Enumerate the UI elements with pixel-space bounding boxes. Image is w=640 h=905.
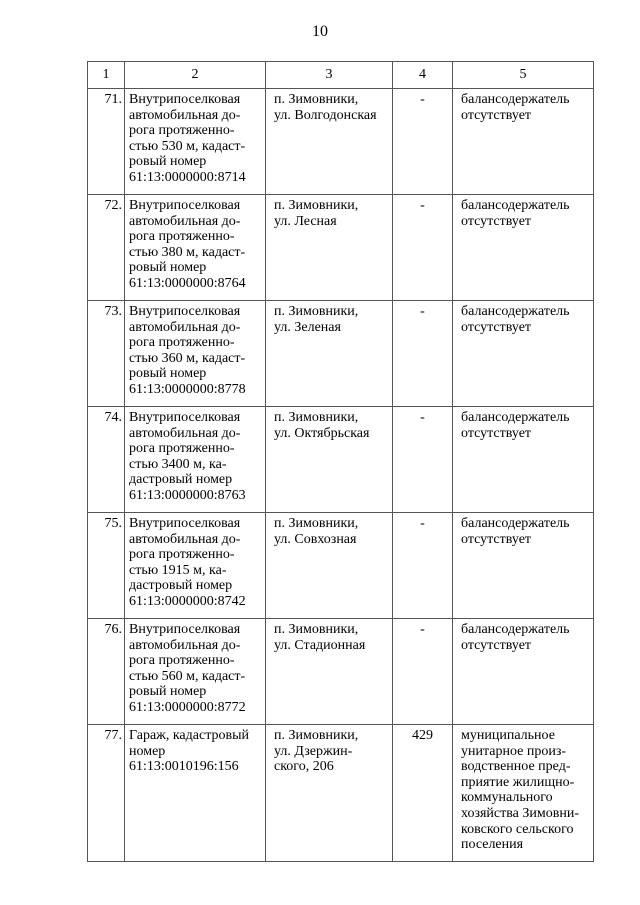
address-line: п. Зимовники,	[274, 304, 359, 319]
row-number-cell: 77.	[88, 725, 125, 862]
object-name-line: 61:13:0000000:8772	[129, 699, 246, 715]
address-line: ул. Совхозная	[274, 531, 357, 547]
balance-holder-line: отсутствует	[461, 319, 532, 335]
object-name-cell	[125, 513, 266, 619]
address-line: п. Зимовники,	[274, 92, 359, 107]
object-name-line: рога протяженно-	[129, 547, 235, 563]
address-line: ского, 206	[274, 759, 334, 775]
balance-holder-line: балансодержатель	[461, 410, 570, 425]
table-row	[88, 407, 594, 513]
balance-holder-line: балансодержатель	[461, 198, 570, 213]
balance-holder-line: водственное пред-	[461, 759, 571, 775]
address-cell	[266, 513, 393, 619]
address-line: ул. Октябрьская	[274, 425, 370, 441]
address-line: ул. Стадионная	[274, 637, 366, 653]
object-name-line: ровый номер	[129, 684, 207, 700]
balance-holder-cell	[453, 725, 594, 862]
object-name-line: дастровый номер	[129, 578, 233, 594]
object-name-cell	[125, 89, 266, 195]
header-cell-5: 5	[453, 62, 594, 89]
table-row	[88, 513, 594, 619]
address-line: ул. Зеленая	[274, 319, 341, 335]
balance-holder-line: поселения	[461, 837, 524, 853]
object-name-line: стью 560 м, кадаст-	[129, 668, 246, 684]
balance-holder-line: отсутствует	[461, 425, 532, 441]
address-cell	[266, 407, 393, 513]
table-row	[88, 195, 594, 301]
header-cell-1: 1	[88, 62, 125, 89]
area-cell: -	[393, 407, 453, 513]
object-name-line: ровый номер	[129, 154, 207, 170]
area-cell: -	[393, 513, 453, 619]
balance-holder-line: балансодержатель	[461, 622, 570, 637]
table-header-row	[88, 62, 594, 89]
table-row	[88, 89, 594, 195]
address-line: ул. Волгодонская	[274, 107, 377, 123]
object-name-line: рога протяженно-	[129, 123, 235, 139]
balance-holder-line: унитарное произ-	[461, 743, 567, 759]
object-name-line: автомобильная до-	[129, 319, 241, 335]
area-cell: -	[393, 195, 453, 301]
object-name-line: рога протяженно-	[129, 229, 235, 245]
row-number-cell: 72.	[88, 195, 125, 301]
object-name-cell	[125, 301, 266, 407]
area-cell: -	[393, 89, 453, 195]
object-name-line: Внутрипоселковая	[129, 410, 241, 425]
object-name-line: 61:13:0000000:8714	[129, 169, 246, 185]
address-cell	[266, 195, 393, 301]
address-line: п. Зимовники,	[274, 410, 359, 425]
table-row	[88, 725, 594, 862]
object-name-line: рога протяженно-	[129, 335, 235, 351]
property-registry-table	[87, 61, 594, 862]
object-name-line: Внутрипоселковая	[129, 304, 241, 319]
row-number-cell: 74.	[88, 407, 125, 513]
area-cell: -	[393, 619, 453, 725]
object-name-line: Внутрипоселковая	[129, 198, 241, 213]
object-name-cell	[125, 195, 266, 301]
object-name-line: 61:13:0000000:8778	[129, 381, 246, 397]
balance-holder-line: ковского сельского	[461, 821, 574, 837]
object-name-line: стью 3400 м, ка-	[129, 456, 227, 472]
balance-holder-line: отсутствует	[461, 107, 532, 123]
object-name-line: Гараж, кадастровый	[129, 728, 249, 743]
balance-holder-line: коммунального	[461, 790, 553, 806]
area-cell: 429	[393, 725, 453, 862]
table-row	[88, 301, 594, 407]
address-cell	[266, 725, 393, 862]
address-cell	[266, 89, 393, 195]
object-name-line: дастровый номер	[129, 472, 233, 488]
balance-holder-line: балансодержатель	[461, 304, 570, 319]
object-name-line: стью 530 м, кадаст-	[129, 138, 246, 154]
object-name-line: стью 360 м, кадаст-	[129, 350, 246, 366]
balance-holder-line: отсутствует	[461, 213, 532, 229]
balance-holder-cell	[453, 195, 594, 301]
balance-holder-line: приятие жилищно-	[461, 774, 575, 790]
header-cell-4: 4	[393, 62, 453, 89]
row-number-cell: 71.	[88, 89, 125, 195]
page-number: 10	[312, 23, 328, 40]
area-cell: -	[393, 301, 453, 407]
object-name-line: рога протяженно-	[129, 441, 235, 457]
object-name-line: автомобильная до-	[129, 425, 241, 441]
balance-holder-cell	[453, 89, 594, 195]
balance-holder-line: муниципальное	[461, 728, 555, 743]
header-cell-2: 2	[125, 62, 266, 89]
balance-holder-line: отсутствует	[461, 531, 532, 547]
table-row	[88, 619, 594, 725]
balance-holder-cell	[453, 513, 594, 619]
address-cell	[266, 619, 393, 725]
object-name-line: рога протяженно-	[129, 653, 235, 669]
balance-holder-cell	[453, 407, 594, 513]
balance-holder-cell	[453, 301, 594, 407]
address-line: ул. Лесная	[274, 213, 337, 229]
object-name-line: Внутрипоселковая	[129, 92, 241, 107]
object-name-cell	[125, 725, 266, 862]
object-name-line: 61:13:0000000:8742	[129, 593, 246, 609]
object-name-line: стью 1915 м, ка-	[129, 562, 227, 578]
object-name-line: Внутрипоселковая	[129, 622, 241, 637]
balance-holder-cell	[453, 619, 594, 725]
address-line: п. Зимовники,	[274, 516, 359, 531]
object-name-line: стью 380 м, кадаст-	[129, 244, 246, 260]
object-name-line: 61:13:0010196:156	[129, 759, 239, 775]
balance-holder-line: балансодержатель	[461, 516, 570, 531]
object-name-cell	[125, 619, 266, 725]
object-name-line: ровый номер	[129, 366, 207, 382]
object-name-line: автомобильная до-	[129, 107, 241, 123]
row-number-cell: 76.	[88, 619, 125, 725]
object-name-line: автомобильная до-	[129, 531, 241, 547]
object-name-cell	[125, 407, 266, 513]
object-name-line: номер	[129, 743, 166, 759]
object-name-line: Внутрипоселковая	[129, 516, 241, 531]
object-name-line: 61:13:0000000:8764	[129, 275, 246, 291]
object-name-line: автомобильная до-	[129, 637, 241, 653]
object-name-line: 61:13:0000000:8763	[129, 487, 246, 503]
header-cell-3: 3	[266, 62, 393, 89]
address-line: п. Зимовники,	[274, 198, 359, 213]
object-name-line: ровый номер	[129, 260, 207, 276]
table-body	[88, 62, 594, 862]
object-name-line: автомобильная до-	[129, 213, 241, 229]
balance-holder-line: отсутствует	[461, 637, 532, 653]
row-number-cell: 75.	[88, 513, 125, 619]
address-line: ул. Дзержин-	[274, 743, 353, 759]
row-number-cell: 73.	[88, 301, 125, 407]
address-line: п. Зимовники,	[274, 728, 359, 743]
address-cell	[266, 301, 393, 407]
balance-holder-line: балансодержатель	[461, 92, 570, 107]
address-line: п. Зимовники,	[274, 622, 359, 637]
balance-holder-line: хозяйства Зимовни-	[461, 805, 580, 821]
